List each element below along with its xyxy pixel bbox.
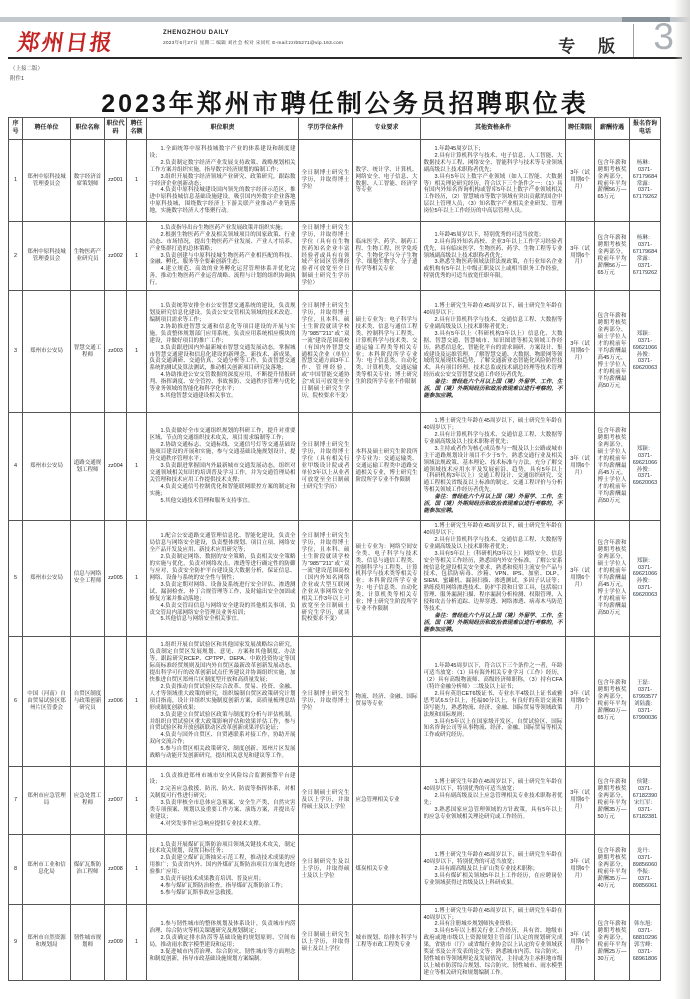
paragraph: 5.参与自贸区相关政策研究、制度创新、郑州片区发展战略与动能开发创新研究，提出相关意见和建议等工作。 [149,746,296,760]
cell-duties [147,291,299,413]
cell-qualifications [421,413,566,521]
paragraph: 郑颖： [636,445,654,452]
paragraph: 1.负责指导出台生物医药产业发展政策并组织实施； [160,224,287,231]
paragraph: 1.组织开展自贸试验区和其他国家发展战略综合研究，负责制定自贸区发展规划、意见、方案和其他制度、办法等，跟踪研究RCEP、CPTPP、DEPA、中欧投资协定等国际高标准经贸规则及国内外自贸区最新改革创新发展动态，提出科学可行的改革创新试点任务建议并协调组织实施，加快推进自贸区郑州片区制度型开放和高质量发展； [149,642,296,684]
paragraph: 1.博士研究生年龄在45周岁以下，硕士研究生年龄在40周岁以下； [423,907,563,921]
paragraph: 0371-67993577 [632,687,658,701]
paragraph: 0371-69620063 [632,358,658,372]
cell-duties [147,834,299,904]
cell-education: 全日制博士研究生学历，并取得博士学位 [299,636,353,766]
cell-duties [147,222,299,291]
masthead-bottom-rule [8,57,682,59]
cell-education: 全日制硕士研究生以上学历，并取得硕士及以上学位 [299,904,353,980]
paragraph: 杨琳： [636,159,654,166]
paragraph: 1.全面统筹中原科技城数字产业的体系建设和制度建设； [149,145,296,159]
paragraph: 5.参与煤矿瓦斯事故应急救援。 [160,890,237,897]
cell-education: 全日制博士研究生学历，并取得博士学位，且本科、硕士生阶段就读学校为“985”“211”或“双一流”建设范围高校（有国内外智慧交通相关企业（单位）智慧交通方面3年工作、管理经验，或“中国智能交通协会”成员可放宽至全日制硕士研究生学历，院校要求不变） [299,291,353,413]
table-header-row [9,118,661,140]
paragraph: 孙俊： [636,351,654,358]
table-row [9,834,661,904]
cell-duties [147,636,299,766]
cell-code: zz001 [105,140,127,222]
paragraph: 3.组织开展数字经济领域产业研究、政策研究，跟踪数字经济企业创新动态； [149,173,296,187]
cell-quota: 1 [127,140,147,222]
cell-term: 3年（试用期6个月） [566,521,595,637]
cell-major: 应急管理相关专业 [353,766,421,834]
paragraph: 刘陆鑫： [633,701,656,708]
cell-term: 3年（试用期6个月） [566,766,595,834]
cell-major: 硕士专业为：电子科学与技术类、信息与通信工程类、控制科学与工程类、计算机科学与技术类、交通运输工程类等相关专业；本科阶段所学专业为：电子信息类、自动化类、计算机类、交通运输类等相关专业；博士研究生阶段所学专业不作限制 [353,291,421,413]
paragraph: 2.具有副高级及以上矿山类专业技术职称； [434,865,539,872]
cell-phone [630,291,661,413]
paragraph: 3.熟悉国家应急管理领域的方针政策，具有5年以上的应急专业领域相关理论研究或工作经历。 [423,807,563,821]
paragraph: 1.负责开展煤矿瓦斯防治项目领域关键技术攻关，制定技术攻关规划，设置目标任务； [149,841,296,855]
paragraph: 2.负责制定数字经济产业发展支持政策、战略规划相关工作方案并组织实施，指导数字经济规划的编制工作； [149,159,296,173]
paragraph: 0371-69620063 [632,585,658,599]
recruitment-table [8,117,661,981]
masthead [0,16,690,58]
cell-duties [147,413,299,521]
cell-salary: 包含年薪和聘期考核奖金两部分，税前年平均薪酬35万—50万元 [595,766,630,834]
paragraph: 0371-67990036 [632,708,658,722]
cell-no: 9 [9,904,23,980]
paragraph: 郭雪峰： [633,942,656,949]
paragraph: 韩东旭： [633,921,656,928]
cell-phone [630,636,661,766]
paragraph: 3.负责定期对网络、设备及系统进行安全评估、渗透测试、漏洞检查、补丁合规管理等工作，及时输出安全加固或修复方案并推动落地； [149,581,296,602]
paragraph: 5.其他智慧交通建设相关事宜。 [160,393,237,400]
cell-term: 3年（试用期6个月） [566,904,595,980]
paragraph: 0371-68961806 [632,949,658,963]
paragraph: 3.负责开展技术成果教育培训、普及应用； [160,876,265,883]
paragraph: 3.具有5年以上相关行业工作经历，具有省、地级市政府或地市级以上资源规划主管部门认定的规划研究成果，省辖市（厅）或省级行业协会以上认定的专业领域获奖证书及公开发表的论文等；熟悉城市内涝、综合防灾、韧性城市等领域理论及发展情况，主持或为主承担地市级以上城市防涝综合规划、综合防灾、韧性城市、雨水模型建立等相关研究和规划编制工作。 [423,928,563,976]
paragraph: 2.根据生物医药产业及相关领域项目的国家政策、行业动态、市场情况，提出生物医药产业发展、产业人才培养、产业集群打造的总体策略； [149,231,296,252]
page-title: 2023年郑州市聘任制公务员招聘职位表 [101,90,589,118]
cell-education: 全日制研究生及以上学历，并取得硕士及以上学位 [299,834,353,904]
cell-no: 7 [9,766,23,834]
column-header: 其他资格条件 [421,118,566,140]
paragraph: 1.博士研究生年龄在45周岁以下，硕士研究生年龄在40周岁以下，特别优秀的可适当放宽； [423,779,563,793]
column-header: 报名咨询电话 [630,118,661,140]
paragraph: 0371-67179684 [632,166,658,180]
paragraph: 0371-67179684 [632,242,658,256]
table-row [9,140,661,222]
cell-term: 3年（试用期6个月） [566,413,595,521]
cell-unit: 郑州市公安局 [23,413,71,521]
paragraph: 0371-67179262 [632,262,658,276]
paragraph: 3.具有煤矿相关领域5年以上工作经历，在应聘岗位专业领域获得过省级及以上科研成果。 [423,872,563,886]
paragraph: 0371-69620063 [632,473,658,487]
cell-position: 生物医药产业研究员 [71,222,105,291]
cell-no: 4 [9,413,23,521]
paragraph: 3.负责创建与中原科技城生物医药产业相匹配的科技、金融、孵化、服务等全要素创新生态； [149,252,296,266]
cell-salary: 包含年薪和聘期考核奖金两部分，税前年平均薪酬35万—40万元 [595,834,630,904]
cell-education: 全日制博士研究生学历，并取得博士学位，且本科、硕士生阶段就读学校为“985”“211”或“双一流”建设范围高校（国内外知名网络企业或大型互联网企业从事网络安全相关工作3年以上可放宽至全日制硕士研究生学历，就读院校要求不变） [299,521,353,637]
cell-position: 信息与网络安全工程师 [71,521,105,637]
cell-education: 全日制博士研究生学历，并取得博士学位 [299,140,353,222]
paragraph: 龙丹： [636,848,654,855]
paragraph: 4.参与煤矿瓦斯防治检查，指导煤矿瓦斯防治工作； [160,883,287,890]
cell-quota: 1 [127,413,147,521]
cell-qualifications [421,766,566,834]
cell-term: 3年（试用期6个月） [566,636,595,766]
newspaper-logo: 郑州日报 [16,30,116,55]
cell-qualifications [421,291,566,413]
continuation-note: （上接二版） [10,66,44,72]
page-number-divider [633,24,634,58]
column-header: 序号 [9,118,23,140]
column-header: 职位职责 [147,118,299,140]
table-body [9,140,661,981]
paragraph: 3.负责建立自贸试验区政策与制度的分析与评估机制，并组织自贸试验区重大政策影响评估和效果评估工作，参与自贸试验区和开放创新联动区改革创新成果评估论证； [149,711,296,732]
cell-code: zz003 [105,291,127,413]
cell-major: 数学、统计学、计算机、网络安全、电子信息、大数据、人工智能、经济学等专业 [353,140,421,222]
table-row [9,222,661,291]
column-header: 聘任名额 [127,118,147,140]
paragraph: 0371-68810296 [632,928,658,942]
paragraph: 郑颖： [636,557,654,564]
paragraph: 0371-67182390 [632,786,658,800]
cell-quota: 1 [127,521,147,637]
table-row [9,291,661,413]
cell-phone [630,766,661,834]
paragraph: 4.协助推进公安交管数据的深度应用，不断提升情报研判、指挥调度、安全管控、事故预防、交通秩序管理与优化等业务领域的智能化和科学化水平； [149,372,296,393]
cell-phone [630,140,661,222]
cell-position: 自贸区制度与政策创新研究员 [71,636,105,766]
paragraph: 1.博士研究生年龄在45周岁以下，硕士研究生年龄在40周岁以下； [423,418,563,431]
cell-unit: 郑州中原科技城管理委员会 [23,222,71,291]
cell-code: zz009 [105,904,127,980]
cell-education: 全日制博士研究生学历，并取得博士学位（具有在生物医药知名企业丰富经验者或具有在领域产业园区管理经验者可放宽至全日制硕士研究生学历学位） [299,222,353,291]
cell-duties [147,904,299,980]
cell-code: zz006 [105,636,127,766]
paragraph: 3.负责审核全市总体应急预案、安全生产类、自然灾害类专项预案、规划以及重要工作方案、演练方案，并提出专业建议； [149,800,296,821]
paragraph: 1.参与韧性城市的整体规划及体系设计，负责城市内涝治理、综合防灾等相关课题研究及规划制定； [149,921,296,935]
paragraph: 2.具有计算机科学与技术、交通信息工程、大数据等专业副高级及以上技术职称者优先； [423,431,563,445]
paragraph: 4.负责中原科技城建设国内领先的数字经济示范区，推进中原科技城信息基础设施建设，吸引国内外数字企业落地中原科技城，围绕数字经济上下游关联产业推动产业链落地，实施数字经济人才集聚行动。 [149,187,296,215]
paragraph: 1.年龄45周岁以下，特别优秀的可适当放宽； [434,231,545,238]
table-row [9,521,661,637]
cell-major: 煤炭相关专业 [353,834,421,904]
paragraph: 4.对突发事件应急响应提供专业技术支撑。 [160,821,265,828]
table-row [9,904,661,980]
cell-salary: 包含年薪和聘期考核奖金两部分，税前年平均薪酬56万—65万元 [595,222,630,291]
cell-phone [630,413,661,521]
paragraph: 2.具有海外知名高校、企业3年以上工作学习经验者优先，具有临床医学、生物医药、药学、生物工程等专业领域副高级以上技术职称者优先； [423,238,563,259]
cell-position: 应急处置工程师 [71,766,105,834]
cell-qualifications [421,636,566,766]
cell-term: 3年（试用期6个月） [566,222,595,291]
paragraph: 侯键： [636,779,654,786]
cell-position: 韧性城市规划师 [71,904,105,980]
cell-major: 城市规划、给排水科学与工程等市政工程类专业 [353,904,421,980]
page-number: 3 [653,16,674,57]
table-row [9,766,661,834]
paragraph: 0371-89856061 [632,876,658,890]
paragraph: 3.具有5年以上（科研机构3年以上）网络安全、信息安全等相关工作经历，熟悉国内外安全标准，了解公安系统信息化建设相关安全要求，熟悉和使用主流安全产品与技术，包括防病毒、沙箱、VPN、IPS、加密、DLP、SIEM、蜜罐机、漏洞扫描、渗透测试、多因子认证等；熟练使用网络渗透技术、防护手段和日常工具，包括端口管理、服务漏洞扫描、程序漏洞分析检测、权限管理、入侵和攻击分析追踪、边界穿透、网络渗透、病毒木马防范等技术。 [423,550,563,613]
cell-term: 3年（试用期6个月） [566,834,595,904]
paragraph: 0371-67179262 [632,187,658,201]
paragraph: 1.博士研究生年龄在45周岁以下，硕士研究生年龄在40周岁以下，特别优秀的可适当放宽； [423,851,563,865]
paragraph: 0371-69621066 [632,452,658,466]
cell-code: zz002 [105,222,127,291]
paragraph: 0371-89856060 [632,855,658,869]
cell-no: 6 [9,636,23,766]
column-header: 职位代码 [105,118,127,140]
cell-unit: 郑州市工业和信息化局 [23,834,71,904]
paragraph: 0371-69621066 [632,564,658,578]
column-header: 专业要求 [353,118,421,140]
paragraph: 1.博士研究生年龄在45周岁以下，硕士研究生年龄在40周岁以下； [423,303,563,316]
cell-unit: 郑州市公安局 [23,291,71,413]
paragraph: 3.熟悉生物医药领域法律法规政策，在行业知名企业或机构有5年以上中级正职及以上或相当职务工作经验，特别优秀的可适当放宽任职年限。 [423,259,563,280]
cell-major: 硕士专业为：网络空间安全类、电子科学与技术类、信息与通信工程类、控制科学与工程类、计算机科学与技术类等相关专业；本科阶段所学专业为：电子信息类、自动化类、计算机类等相关专业；博士研究生阶段所学专业不作限制 [353,521,421,637]
paragraph: 3.主持或者作为核心成员参与一级及以上公路或城市主干道路规划设计项目不少于5个，熟悉交通行业及相关领域法规政策、基本理论、技术标准与方法，充分了解交通领域技术应用水平及发展前沿、趋势，具有5年以上（科研机构3年以上）交通工程设计、交通组织研究、交通工程相关省级及以上标准的制定、交通工程评价与分析等相关领域工作经历者优先。 [423,445,563,494]
cell-duties [147,766,299,834]
cell-no: 1 [9,140,23,222]
paragraph: 1.负责做好全市交通组织规划的科研工作，提升对重要区域、节点的交通组织技术攻关、项目需求编制等工作； [149,428,296,442]
column-header: 聘任期限 [566,118,595,140]
cell-qualifications [421,140,566,222]
cell-qualifications [421,904,566,980]
cell-no: 5 [9,521,23,637]
column-header: 学历学位条件 [299,118,353,140]
paragraph: 2.负责建立煤矿瓦斯抽采示范工程，推动技术成果的应用推广；负责省内外、国内外煤矿瓦斯防治项目方面先进经验推广应用； [149,855,296,876]
cell-qualifications [421,834,566,904]
paragraph: 2.完善应急救援、防汛、防火、防震等指挥体系，对相关制度可行性进行研究； [149,786,296,800]
paragraph: 孙俊： [636,466,654,473]
cell-salary: 包含年薪和聘期考核奖金两部分，硕士学位人才的税前年平均薪酬最高45万元，博士学位人才的税前年平均薪酬最高50万元 [595,521,630,637]
cell-quota: 1 [127,222,147,291]
paragraph: 李振： [636,869,654,876]
cell-quota: 1 [127,636,147,766]
paragraph: 郑颖： [636,330,654,337]
paragraph: 2.负责制定网络、数据的安全策略，负责相关安全策略的实施与优化，负责对网络攻击、渗透等进行确定性的防御与应对，负责安全防护平台建设及大数据分析，保证信息、网络、设备与系统的安全性与韧性； [149,554,296,581]
cell-term: 3年（试用期6个月） [566,140,595,222]
cell-position: 道路交通规划工程师 [71,413,105,521]
cell-major: 本科及硕士研究生阶段所学专业为：交通运输类、交通运输工程类中道路交通相关专业，博士研究生阶段所学专业不作限制 [353,413,421,521]
paragraph: 4.负责与国外自贸区、自贸港联系对接工作，协助开展双向交流合作； [149,732,296,746]
date-editor-line: 2023年6月27日 星期二 编辑 刘社会 校对 宋同红 E-mail:zzrb5271@vip.163.com [163,41,344,46]
cell-duties [147,521,299,637]
paragraph: 3.负责跟进掌握国内外最新城市交通发展动态，组织对交通领域相关知识的培训普及学习工作，并为交通管理局相关管理和技术应用工作提供技术支撑； [149,463,296,483]
paragraph: 1.负责统筹安排全市公安智慧交通系统的建设，负责规划及研究信息化建设，负责公安交管相关领域的技术改造、编制项目需求等工作； [149,303,296,323]
paragraph: 备注：曾经赴六个月以上国（境）外留学、工作、生活，国（境）外期间经历和政治表现难以进行考察的，不能参加应聘。 [423,494,563,515]
paragraph: 3.促进城市内涝治理、综合防灾、韧性城市等方面理念和制度创新，指导市政基础设施规划方案编制。 [149,949,296,963]
cell-no: 8 [9,834,23,904]
paragraph: 2.具有计算机科学与技术、电子信息、人工智能、大数据技术与工程、网络安全、智能科学与技术等专业领域副高级以上技术职称者优先； [423,152,563,173]
cell-quota: 1 [127,834,147,904]
cell-salary: 包含年薪和聘期考核奖金两部分，税前年平均薪酬60万—65万元 [595,636,630,766]
paragraph: 4.建立规范、高效的业务孵化运营管理体系并优化完善，推动生物医药产业运营战略、流程与计划的组织协调执行。 [149,266,296,287]
cell-position: 煤矿瓦斯防治工程师 [71,834,105,904]
cell-unit: 中国（河南）自由贸易试验区郑州片区管委会 [23,636,71,766]
cell-quota: 1 [127,904,147,980]
cell-salary: 包含年薪和聘期考核奖金两部分，税前年平均薪酬25万—30万元 [595,904,630,980]
scan-edge-shadow [674,0,690,999]
paragraph: 3.具有5年以上（科研机构3年以上）信息化、大数据、智慧交通、智慧城市、知识图谱等相关领域工作经历，熟悉信息化、智能化平台的需求调研、方案设计、集成建设及运维管理，了解智慧交通、大数据、物联网等领域的发展现状和趋势，了解交通新业态智能化风险防控技术，具有项目经理、技术总监或技术副总经理等技术管理经历或公安交管智慧交通工作经历者优先。 [423,330,563,379]
paragraph: 2.具有副高级及以上应急管理相关专业技术职称者优先； [423,793,563,807]
paragraph: 1.年龄45周岁以下，符合以下三个条件之一者，年龄可适当放宽：（1）具有海外相关专业学习（工作）经历，（2）具有高级物流师、高级经济师职称，（3）持有CFA（特许金融分析师）二级及以上证书； [423,663,563,690]
paragraph: 4.负责交管局信息与网络安全建设的其他相关事项，负责交管局内部网络安全管理员业务培训； [149,602,296,616]
paragraph: 2.具有注册城乡规划师执业资格； [434,921,517,928]
cell-code: zz008 [105,834,127,904]
paragraph: 0371-67182381 [632,807,658,821]
cell-unit: 郑州市自然资源和规划局 [23,904,71,980]
column-header: 聘任单位 [23,118,71,140]
cell-education: 全日制博士研究生学历，并取得博士学位（具有相关行业甲级设计院或者单位3年以上从业者可放宽至全日制硕士研究生学历） [299,413,353,521]
cell-code: zz007 [105,766,127,834]
cell-phone [630,521,661,637]
column-header: 职位名称 [71,118,105,140]
cell-phone [630,834,661,904]
paragraph: 3.具有5年以上在国家级开发区、自贸试验区、国际知名咨询公司等从事物流、经济、金融、国际贸易等相关工作或研究经历。 [423,718,563,739]
cell-unit: 郑州市公安局 [23,521,71,637]
cell-no: 2 [9,222,23,291]
paragraph: 2.具有英语CET6级证书、专业水平4级以上证书或雅思考试6.5分以上，托福90分以上，有良好的英语交流和读写能力，熟悉物流、经济、金融、国际贸易等领域政策法规和国际规则； [423,690,563,718]
cell-no: 3 [9,291,23,413]
cell-salary: 包含年薪和聘期考核奖金两部分，硕士学位人才的税前年平均薪酬最高45万元，博士学位人才的税前年平均薪酬最高50万元 [595,413,630,521]
paragraph: 1.负责推进郑州市城市安全风险综合监测预警平台建设； [149,772,296,786]
paragraph: 宋红军： [633,800,656,807]
column-header: 薪酬待遇 [595,118,630,140]
paragraph: 3.具有5年以上数字产业领域（如人工智能、大数据等）相关理论研究经历，符合以下三个条件之一：（1）具有国内外知名咨询机构或智库5年以上数字产业领域相关工作经历，（2）智慧城市等数字领域有突出贡献的国企中层以上管理人员，（3）知名数字产业相关企业研发、管理岗位5年以上工作经历的中高层管理人员。 [423,173,563,215]
cell-position: 数字经济首席策划师 [71,140,105,222]
paragraph: 常露： [636,256,654,262]
paragraph: 常露： [636,180,654,187]
cell-unit: 郑州中原科技城管理委员会 [23,140,71,222]
paragraph: 3.负责跟进国内外最新城市智慧交通发展动态，掌握城市智慧交通建设和信息化建设的新理念、新技术、新成果，负责交通调研、交通仿真、交通分析等工作，负责智慧交通系统的测试及算法测试，推动相关创新项目研究及落地； [149,344,296,372]
paragraph: 4.负责交通信号控制优化和智能联网联控方案的制定和实施； [149,483,296,497]
table-row [9,636,661,766]
cell-salary: 包含年薪和聘期考核奖金两部分，税前年平均薪酬56万—65万元 [595,140,630,222]
paragraph: 2.具有计算机科学与技术、交通信息工程、大数据等专业副高级及以上技术职称者优先； [423,316,563,330]
top-rule-bar [0,17,690,22]
cell-major: 临床医学、药学、制药工程、生物工程、医学免疫学、生物化学与分子生物学、细胞生物学、分子遗传学等相关专业 [353,222,421,291]
paragraph: 1.配合公安道路交通管理信息化、智能化建设，负责全局信息与网络安全建设，负责整体规划、项目立项、网络安全产品开发及应用、新技术应用研究等； [149,533,296,554]
paragraph: 0371-69621066 [632,337,658,351]
paragraph: 2.负责推动自贸试验区综合改革、贸易、投资、金融、人才等领域重大政策的研究，组织编制自贸区政策研究计划项目指南，设计并组织实施制度创新方案，高质量梳理总结形成制度创新成果； [149,683,296,711]
paragraph: 1.博士研究生年龄在45周岁以下，硕士研究生年龄在40周岁以下； [423,523,563,536]
attachment-note: 附件1 [10,76,25,82]
newspaper-name-english: ZHENGZHOU DAILY [163,30,230,36]
paragraph: 1.年龄45周岁以下； [434,145,484,152]
cell-qualifications [421,521,566,637]
cell-phone [630,904,661,980]
cell-code: zz005 [105,521,127,637]
cell-position: 智慧交通工程师 [71,291,105,413]
edition-label: 专 版 [558,37,624,56]
paragraph: 孙俊： [636,578,654,585]
cell-term: 3年（试用期6个月） [566,291,595,413]
paragraph: 杨琳： [636,235,654,242]
table-row [9,413,661,521]
cell-unit: 郑州市应急管理局 [23,766,71,834]
cell-duties [147,140,299,222]
cell-quota: 1 [127,766,147,834]
paragraph: 备注：曾经赴六个月以上国（境）外留学、工作、生活，国（境）外期间经历和政治表现难以进行考察的，不能参加应聘。 [423,612,563,633]
paragraph: 5.其他信息与网络安全相关事宜。 [160,616,243,623]
cell-major: 物流、经济、金融、国际贸易等专业 [353,636,421,766]
paragraph: 2.协助交通标志、交通标线、交通信号灯等交通基础设施项目建设的开展和实施，参与交通基础设施规划设计，提升交通秩序管理水平； [149,442,296,463]
cell-code: zz004 [105,413,127,521]
cell-phone [630,222,661,291]
paragraph: 2.具有计算机科学与技术、交通信息工程、大数据等专业副高级及以上技术职称者优先； [423,536,563,550]
paragraph: 王磊： [636,680,654,687]
paragraph: 2.负责确定排水防涝等基础设施的规划原则、空间布局，推动雨水数字模型建设和运用； [149,935,296,949]
cell-education: 全日制硕士研究生及以上学历，并取得硕士及以上学位 [299,766,353,834]
paragraph: 备注：曾经赴六个月以上国（境）外留学、工作、生活，国（境）外期间经历和政治表现难以进行考察的，不能参加应聘。 [423,379,563,400]
cell-qualifications [421,222,566,291]
cell-salary: 包含年薪和聘期考核奖金两部分，硕士学位人才的税前年平均薪酬最高45万元，博士学位人才的税前年平均薪酬最高50万元 [595,291,630,413]
cell-quota: 1 [127,291,147,413]
paragraph: 2.协助推进智慧交通和信息化等项目建设的开展与实施，负责整体规划部门应用系统，负责应用系统相应模块的建设，并做好项目的推广工作； [149,323,296,344]
paragraph: 5.其他交通技术管理和服务支持事宜。 [160,497,254,504]
